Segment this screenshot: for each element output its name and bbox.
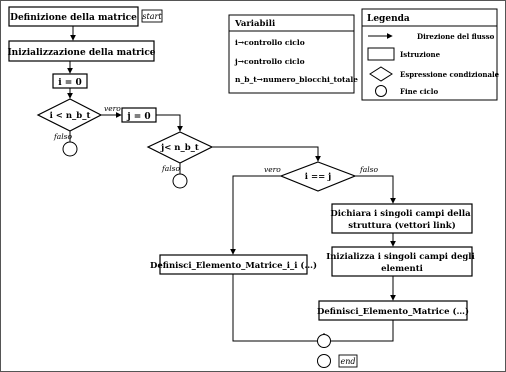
variable-item: j→controllo ciclo — [235, 57, 305, 66]
line-defii-merge — [233, 274, 318, 341]
vero-label-ij: vero — [264, 165, 281, 174]
line-defelem-merge — [331, 320, 393, 341]
vero-label-i: vero — [104, 104, 121, 113]
falso-label-ij: falso — [360, 165, 379, 174]
box-def-ii-label: Definisci_Elemento_Matrice_i_i (…) — [150, 261, 317, 271]
arrow-j0-jcond — [156, 115, 180, 131]
end-circle-merge — [318, 335, 331, 348]
legend-rect-icon — [368, 48, 394, 60]
legend-title: Legenda — [367, 14, 410, 24]
box-definizione-label: Definizione della matrice — [10, 13, 137, 23]
start-label: start — [142, 12, 162, 21]
legend-item: Fine ciclo — [400, 87, 439, 96]
box-inizializzazione-label: Inizializzazione della matrice — [7, 48, 156, 58]
end-circle-i — [63, 142, 77, 156]
arrow-ijcond-defii — [233, 176, 281, 254]
falso-label-j: falso — [162, 164, 181, 173]
arrow-ijcond-dichiara — [355, 176, 393, 203]
cond-j-label: j< n_b_t — [161, 143, 199, 153]
cond-ij-label: i == j — [304, 172, 332, 182]
box-i-init-label: i = 0 — [58, 78, 82, 88]
variables-title: Variabili — [235, 19, 276, 29]
variable-item: n_b_t→numero_blocchi_totale — [235, 75, 358, 84]
end-label: end — [340, 357, 356, 366]
legend-item: Direzione del flusso — [417, 32, 495, 41]
variable-item: i→controllo ciclo — [235, 38, 305, 47]
arrow-jcond-ijcond — [212, 147, 318, 161]
legend-item: Espressione condizionale — [400, 70, 500, 79]
box-dichiara-line2: struttura (vettori link) — [348, 221, 456, 231]
falso-label-i: falso — [54, 132, 73, 141]
legend-circle-icon — [376, 86, 387, 97]
box-inizializza-line2: elementi — [381, 264, 423, 274]
box-dichiara-line1: Dichiara i singoli campi della — [330, 209, 471, 219]
box-inizializza-line1: Inizializza i singoli campi degli — [326, 252, 475, 262]
end-circle-j — [173, 174, 187, 188]
box-def-elem-label: Definisci_Elemento_Matrice (…) — [317, 307, 469, 317]
end-circle-final — [318, 355, 331, 368]
cond-i-label: i < n_b_t — [49, 111, 91, 121]
box-j-init-label: j = 0 — [127, 112, 151, 122]
legend-item: Istruzione — [400, 50, 441, 59]
